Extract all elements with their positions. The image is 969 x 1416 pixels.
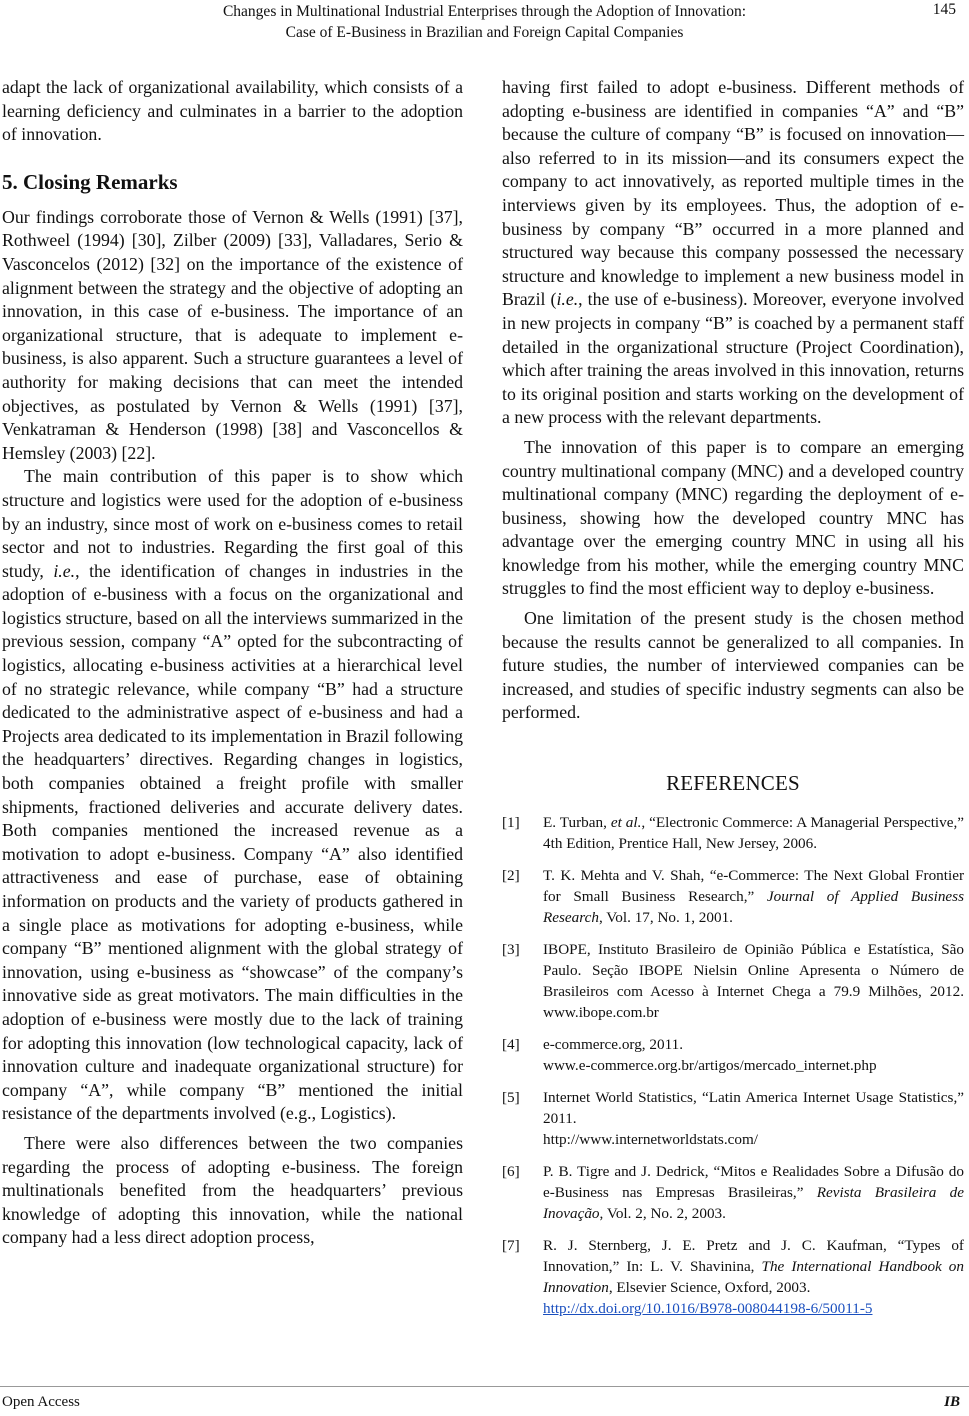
reference-number: [3]	[502, 941, 520, 959]
reference-text: , Elsevier Science, Oxford, 2003.	[608, 1279, 811, 1297]
closing-paragraph-1: Our findings corroborate those of Vernon & Wells (1991) [37], Rothweel (1994) [30], Zilber (2009) [33], Valladares, Serio & Vasconcelos (2012) [32] on the importance of the existence of alignment between the strategy and the objective of adopting an innovation, in this case of e-business. The importance of an organizational structure, that is adequate to implement e-business, is also apparent. Such a structure guarantees a level of authority for making decisions that can meet the intended objectives, as postulated by Vernon & Wells (1991) [37], Venkatraman & Henderson (1998) [38] and Vasconcellos & Hemsley (2003) [22].	[2, 206, 463, 463]
limitation-paragraph: One limitation of the present study is the chosen method because the results cannot be generalized to all companies. In future studies, the number of interviewed companies can be increased, and studies of specific industry segments can also be performed.	[502, 608, 964, 723]
reference-number: [5]	[502, 1089, 520, 1107]
running-title-line-2: Case of E-Business in Brazilian and Foreign Capital Companies	[285, 24, 684, 41]
running-header	[0, 0, 969, 50]
reference-italic: Revista Brasileira de Inovação	[543, 1184, 964, 1223]
right-column	[502, 76, 964, 1330]
reference-text: T. K. Mehta and V. Shah, “e-Commerce: The Next Global Frontier for Small Business Research,”	[543, 867, 964, 906]
running-title-line-1: Changes in Multinational Industrial Enterprises through the Adoption of Innovation:	[222, 3, 747, 20]
closing-paragraph-3: There were also differences between the two companies regarding the process of adopting e-business. The foreign multinationals benefited from the headquarters’ previous knowledge of adopting this innovation, while the national company had a less direct adoption process,	[2, 1132, 463, 1248]
page-number: 145	[932, 1, 956, 18]
reference-item	[502, 1235, 964, 1319]
reference-text: IBOPE, Instituto Brasileiro de Opinião Pública e Estatística, São Paulo. Seção IBOPE Nielsin Online Apresenta o Número de Brasileiros com Acesso à Internet Chega a 79.9 Milhões, 2012. www.ibope.com.br	[543, 941, 964, 1022]
text-run: , the use of e-business). Moreover, everyone involved in new projects in company “B” is coached by a permanent staff detailed in the organizational structure (Project Coordination), which after training the areas involved in this innovation, returns to its original position and starts working on the development of a new process with the relevant departments.	[502, 289, 964, 428]
reference-item	[502, 939, 964, 1023]
journal-abbreviation: IB	[944, 1394, 960, 1410]
reference-url: www.e-commerce.org.br/artigos/mercado_internet.php	[543, 1057, 877, 1075]
reference-item	[502, 865, 964, 928]
text-run: , the identification of changes in industries in the adoption of e-business with a focus on the organizational and logistics structure, based on all the interviews summarized in the previous session, company “A” opted for the subcontracting of logistics, allocating e-business activities at a hierarchical level of no strategic relevance, while company “B” had a structure dedicated to the administrative aspect of e-business and had a Projects area dedicated to its implementation in Brazil following the headquarters’ directives. Regarding changes in logistics, both companies obtained a freight profile with smaller shipments, fractioned deliveries and accurate delivery dates. Both companies mentioned the increased revenue as a motivation to adopt e-business. Company “A” also identified attractiveness and ease of purchase, ease of obtaining information on products and the variety of products gathered in a single place as motivations for adopting e-business, while company “B” mentioned alignment with the global strategy of innovation, using e-business as “showcase” of the company’s innovative side as great motivators. The main difficulties in the adoption of e-business were mostly due to the lack of training for adopting this innovation (low technological capacity, lack of innovation culture and inadequate organizational structure) for company “A”, while company “B” mentioned the initial resistance of the departments involved (e.g., Logistics).	[2, 560, 463, 1124]
references-heading: REFERENCES	[666, 771, 800, 796]
reference-italic: Journal of Applied Business Research	[543, 888, 964, 927]
italic-run: i.e.	[556, 289, 579, 310]
reference-italic: The International Handbook on Innovation	[543, 1258, 964, 1297]
italic-run: i.e.	[53, 560, 76, 581]
reference-text: , Vol. 17, No. 1, 2001.	[598, 909, 733, 927]
reference-item	[502, 1161, 964, 1224]
reference-text: R. J. Sternberg, J. E. Pretz and J. C. Kaufman, “Types of Innovation,” In: L. V. Shavinina,	[543, 1237, 964, 1276]
reference-text: E. Turban,	[543, 814, 611, 832]
doi-link[interactable]: http://dx.doi.org/10.1016/B978-008044198-6/50011-5	[543, 1300, 873, 1318]
reference-number: [4]	[502, 1036, 520, 1054]
left-column	[2, 76, 463, 1250]
footer-divider	[0, 1386, 969, 1387]
reference-text: P. B. Tigre and J. Dedrick, “Mitos e Realidades Sobre a Difusão do e-Business nas Empresas Brasileiras,”	[543, 1163, 964, 1202]
section-heading: 5. Closing Remarks	[2, 169, 178, 194]
reference-text: , Vol. 2, No. 2, 2003.	[599, 1205, 726, 1223]
text-run: having first failed to adopt e-business. Different methods of adopting e-business are identified in companies “A” and “B” because the culture of company “B” is focused on innovation—also referred to in its mission—and its consumers expect the company to act innovatively, as reported multiple times in the interviews given by its employees. Thus, the adoption of e-business by company “B” occurred in a more planned and structured way because this company possessed the necessary structure and knowledge to implement a new business model in Brazil (	[502, 77, 964, 310]
open-access-label: Open Access	[2, 1394, 80, 1410]
reference-text: Internet World Statistics, “Latin America Internet Usage Statistics,” 2011.	[543, 1089, 964, 1128]
reference-number: [6]	[502, 1163, 520, 1181]
reference-item	[502, 812, 964, 854]
reference-text: , “Electronic Commerce: A Managerial Perspective,” 4th Edition, Prentice Hall, New Jersey, 2006.	[543, 814, 965, 853]
innovation-paragraph: The innovation of this paper is to compare an emerging country multinational company (MNC) and a developed country multinational company (MNC) regarding the deployment of e-business, showing how the developed country MNC has advantage over the emerging country MNC in using all his knowledge from his mother, while the emerging country MNC struggles to find the most efficient way to deploy e-business.	[502, 436, 964, 599]
reference-item	[502, 1087, 964, 1150]
intro-paragraph: adapt the lack of organizational availability, which consists of a learning deficiency and culminates in a barrier to the adoption of innovation.	[2, 77, 463, 145]
reference-number: [2]	[502, 867, 520, 885]
reference-italic: et al.	[610, 814, 642, 832]
closing-paragraph-2	[2, 465, 463, 1126]
reference-number: [1]	[502, 814, 520, 832]
reference-item	[502, 1034, 964, 1076]
reference-url: http://www.internetworldstats.com/	[543, 1131, 758, 1149]
reference-text: e-commerce.org, 2011.	[543, 1036, 684, 1054]
text-run: The main contribution of this paper is to show which structure and logistics were used for the adoption of e-business by an industry, since most of work on e-business comes to retail sector and not to industries. Regarding the first goal of this study,	[2, 466, 463, 581]
reference-number: [7]	[502, 1237, 520, 1255]
continued-paragraph	[502, 76, 964, 430]
